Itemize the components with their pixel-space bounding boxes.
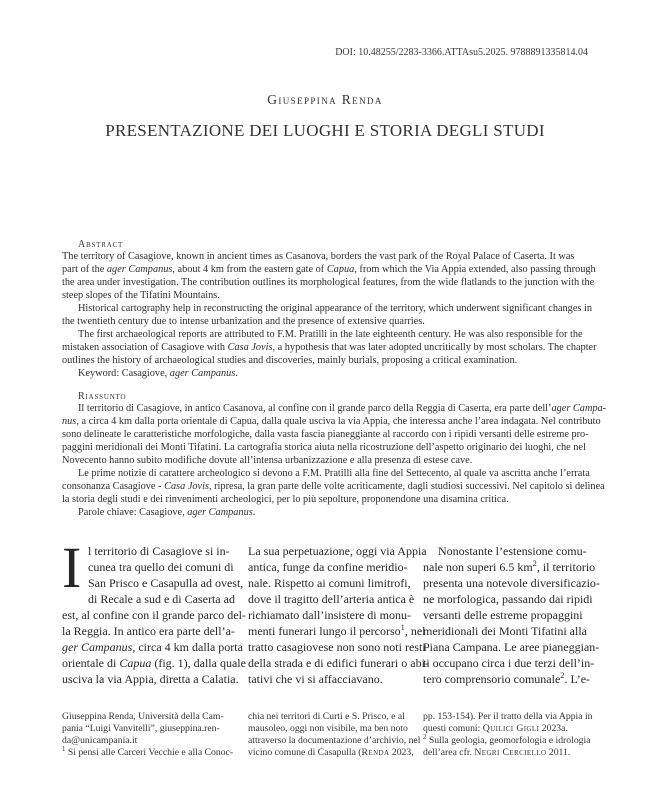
body-line: San Prisco e Casapulla ad ovest,	[88, 576, 244, 590]
body-line-text: , nel	[404, 624, 426, 638]
abstract-line: The territory of Casagiove, known in ancient times as Casanova, borders the vast park of the Royal Palace of Caserta. It was	[62, 251, 575, 262]
footnote-text: 2023a.	[539, 723, 568, 734]
riassunto-line: Le prime notizie di carattere archeologico si devono a F.M. Pratilli alla fine del Settecento, al quale va ascritta anche l’errata	[78, 468, 590, 479]
footnote-line: pp. 153-154). Per il tratto della via Appia in	[423, 711, 593, 722]
abstract-line: the area under investigation. The contribution outlines its morphological features, from the wide flatlands to the junction with the	[62, 277, 595, 288]
body-line: di Recale a sud e di Caserta ad	[88, 592, 235, 606]
footnote-line: Giuseppina Renda, Università della Cam-	[62, 711, 224, 722]
footnote-line	[62, 747, 233, 759]
author-name: Giuseppina Renda	[267, 92, 383, 107]
riassunto-line: Il territorio di Casagiove, in antico Casanova, al confine con il grande parco della Reggia di Caserta, era parte dell’ager Campa-	[78, 403, 607, 414]
riassunto-heading: Riassunto	[78, 391, 127, 402]
body-line: la Reggia. In antico era parte dell’a-	[62, 624, 235, 638]
body-line	[423, 560, 595, 575]
body-line: meridionali dei Monti Tifatini alla	[423, 624, 587, 638]
body-line: ne morfologica, passando dai ripidi	[423, 592, 593, 606]
body-line: della strada e di edifici funerari o abi-	[248, 656, 429, 670]
abstract-heading: Abstract	[78, 239, 124, 250]
body-line: orientale di Capua (fig. 1), dalla quale	[62, 656, 246, 670]
riassunto-line: consonanza Casagiove - Casa Jovis, ripresa, la gran parte delle volte acriticamente, dagli studiosi successivi. Nel capitolo si delinea	[62, 481, 605, 492]
footnote-text: 2011.	[546, 747, 571, 758]
abstract-line: part of the ager Campanus, about 4 km from the eastern gate of Capua, from which the Via Appia extended, also passing through	[62, 264, 596, 275]
footnote-text: dell’area cfr.	[423, 747, 475, 758]
body-line	[423, 672, 590, 687]
footnote-text: vicino comune di Casapulla (	[248, 747, 362, 758]
body-line: richiamato dall’insistere di monu-	[248, 608, 411, 622]
doi-reference: DOI: 10.48255/2283-3366.ATTAsu5.2025. 9788891335814.04	[335, 47, 588, 58]
footnote-line	[423, 735, 591, 747]
paper-title: PRESENTAZIONE DEI LUOGHI E STORIA DEGLI STUDI	[105, 121, 545, 140]
body-line: nale. Rispetto ai comuni limitrofi,	[248, 576, 411, 590]
footnote-line: da@unicampania.it	[62, 735, 138, 746]
citation-author: Quilici Gigli	[482, 723, 540, 734]
body-line: usciva la via Appia, diretta a Calatia.	[62, 672, 239, 686]
footnote-number: 2	[423, 733, 427, 741]
footnote-line: mausoleo, oggi non visibile, ma ben noto	[248, 723, 408, 734]
body-line-text: tero comprensorio comunale	[423, 672, 561, 686]
body-line: antica, funge da confine meridio-	[248, 560, 408, 574]
footnote-text: 2023,	[389, 747, 414, 758]
abstract-line: mistaken association of Casagiove with Casa Jovis, a hypothesis that was later adopted uncritically by most scholars. The chapter	[62, 342, 597, 353]
riassunto-line: nus, a circa 4 km dalla porta orientale di Capua, dalla quale usciva la via Appia, che interessa anche l’area indagata. Nel contributo	[62, 416, 601, 427]
abstract-line: steep slopes of the Tifatini Mountains.	[62, 290, 220, 301]
body-line: est, al confine con il grande parco del-	[62, 608, 246, 622]
body-line: La sua perpetuazione, oggi via Appia	[248, 544, 427, 558]
body-line: presenta una notevole diversificazio-	[423, 576, 600, 590]
body-line-text: . L’e-	[564, 672, 591, 686]
body-line: versanti delle estreme propaggini	[423, 608, 583, 622]
footnote-line	[248, 747, 414, 759]
riassunto-line: sono delineate le caratteristiche morfologiche, dalla vasta fascia pianeggiante al raccordo con i ripidi versanti delle estreme pro-	[62, 429, 589, 440]
abstract-line: The first archaeological reports are attributed to F.M. Pratilli in the late eighteenth century. He was also responsible for the	[78, 329, 583, 340]
body-line-text: menti funerari lungo il percorso	[248, 624, 401, 638]
footnote-line: chia nei territori di Curti e S. Prisco, e al	[248, 711, 405, 722]
citation-author: Renda	[361, 747, 390, 758]
abstract-line: outlines the history of archaeological studies and discoveries, mainly burials, proposing a critical examination.	[62, 355, 518, 366]
body-line: tratto casagiovese non sono noti resti	[248, 640, 426, 654]
body-line: ger Campanus, circa 4 km dalla porta	[62, 640, 243, 654]
riassunto-line: paggini meridionali dei Monti Tifatini. La cartografia storica aiuta nella ricostruzione dell’aspetto originario dei luoghi, che nel	[62, 442, 586, 453]
body-line: ti occupano circa i due terzi dell’in-	[423, 656, 595, 670]
footnote-text: questi comuni:	[423, 723, 483, 734]
body-line	[248, 624, 425, 639]
body-line-text: , il territorio	[536, 560, 596, 574]
footnote-ref: 2	[560, 671, 565, 680]
body-line: Nonostante l’estensione comu-	[438, 544, 587, 558]
footnote-text: Sulla geologia, geomorfologia e idrologia	[428, 735, 591, 746]
abstract-keywords: Keyword: Casagiove, ager Campanus.	[78, 368, 238, 379]
riassunto-line: la storia degli studi e dei rinvenimenti archeologici, per lo più sepolture, proponendone una disamina critica.	[62, 494, 509, 505]
superscript-exponent: 2	[532, 559, 537, 568]
abstract-line: the twentieth century due to intense urbanization and the presence of extensive quarries.	[62, 316, 425, 327]
riassunto-line: Novecento hanno subito modifiche dovute all’intensa urbanizzazione e alla presenza di estese cave.	[62, 455, 473, 466]
footnote-line: attraverso la documentazione d’archivio, nel	[248, 735, 421, 746]
body-line: l territorio di Casagiove si in-	[88, 544, 230, 558]
body-line: dove il tragitto dell’arteria antica è	[248, 592, 415, 606]
body-line: cunea tra quello dei comuni di	[88, 560, 234, 574]
footnote-line: pania “Luigi Vanvitelli”, giuseppina.ren-	[62, 723, 220, 734]
footnote-text: Si pensi alle Carceri Vecchie e alla Conoc-	[67, 747, 234, 758]
footnote-ref: 1	[400, 623, 405, 632]
body-line: tativi che vi si affacciavano.	[248, 672, 383, 686]
riassunto-keywords: Parole chiave: Casagiove, ager Campanus.	[78, 507, 256, 518]
footnote-number: 1	[62, 745, 66, 753]
footnote-line	[423, 747, 570, 759]
body-line: Piana Campana. Le aree pianeggian-	[423, 640, 600, 654]
citation-author: Negri Cerciello	[474, 747, 547, 758]
drop-cap: I	[62, 535, 82, 600]
body-line-text: nale non superi 6.5 km	[423, 560, 533, 574]
footnote-line	[423, 723, 568, 735]
abstract-line: Historical cartography help in reconstructing the original appearance of the territory, which underwent significant changes in	[78, 303, 592, 314]
